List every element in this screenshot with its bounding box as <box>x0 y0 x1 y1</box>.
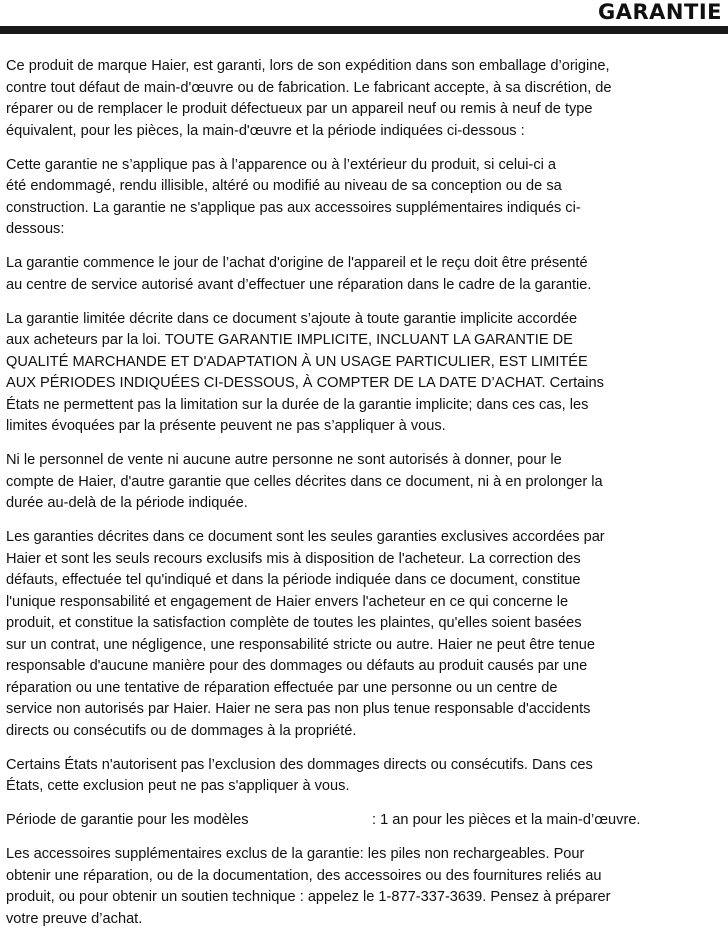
paragraph-exclusive-remedies: Les garanties décrites dans ce document sont les seules garanties exclusives accordées par Haier et sont les seuls recours exclusifs mis à disposition de l'acheteur. La correction des défauts, effectuée tel qu'indiqué et dans la période indiquée dans ce document, constitue l'unique responsabilité et engagement de Haier envers l'acheteur en ce qui concerne le produit, et constitue la satisfaction complète de toutes les plaintes, qu'elles soient basées sur un contrat, une négligence, une responsabilité stricte ou autre. Haier ne peut être tenue responsable d'aucune manière pour des dommages ou défauts au produit causés par une réparation ou une tentative de réparation effectuée par une personne ou un centre de service non autorisés par Haier. Haier ne sera pas non plus tenue responsable d'accidents directs ou consécutifs ou de dommages à la propriété. <box>6 529 605 739</box>
warranty-period-value: : 1 an pour les pièces et la main-d’œuvre. <box>372 812 641 828</box>
page-title: GARANTIE <box>598 0 722 24</box>
paragraph-accessories-support: Les accessoires supplémentaires exclus de la garantie: les piles non rechargeables. Pour obtenir une réparation, ou de la documentation, des accessoires ou des fournitures reliés au produit, ou pour obtenir un soutien technique : appelez le 1-877-337-3639. Pensez à préparer votre preuve d’achat. <box>6 846 611 927</box>
paragraph-state-exclusions: Certains États n'autorisent pas l’exclusion des dommages directs ou consécutifs. Dans ces États, cette exclusion peut ne pas s'appliquer à vous. <box>6 756 593 794</box>
paragraph-implied-warranty: La garantie limitée décrite dans ce document s’ajoute à toute garantie implicite accordée aux acheteurs par la loi. TOUTE GARANTIE IMPLICITE, INCLUANT LA GARANTIE DE QUALITÉ MARCHANDE ET D'ADAPTATION À UN USAGE PARTICULIER, EST LIMITÉE AUX PÉRIODES INDIQUÉES CI-DESSOUS, À COMPTER DE LA DATE D’ACHAT. Certains États ne permettent pas la limitation sur la durée de la garantie implicite; dans ces cas, les limites évoquées par la présente peuvent ne pas s’appliquer à vous. <box>6 310 604 434</box>
header-rule <box>0 26 728 34</box>
paragraph-start-date: La garantie commence le jour de l’achat d'origine de l'appareil et le reçu doit être présenté au centre de service autorisé avant d’effectuer une réparation dans le cadre de la garantie. <box>6 255 592 293</box>
warranty-period-label: Période de garantie pour les modèles <box>6 812 249 828</box>
warranty-body <box>6 56 722 943</box>
warranty-period-line <box>6 810 722 832</box>
paragraph-coverage: Ce produit de marque Haier, est garanti, lors de son expédition dans son emballage d’origine, contre tout défaut de main-d'œuvre ou de fabrication. Le fabricant accepte, à sa discrétion, de réparer ou de remplacer le produit défectueux par un appareil neuf ou remis à neuf de type équivalent, pour les pièces, la main-d'œuvre et la période indiquées ci-dessous : <box>6 58 612 139</box>
paragraph-personnel: Ni le personnel de vente ni aucune autre personne ne sont autorisés à donner, pour le compte de Haier, d'autre garantie que celles décrites dans ce document, ni à en prolonger la durée au-delà de la période indiquée. <box>6 452 603 511</box>
paragraph-exclusions: Cette garantie ne s’applique pas à l’apparence ou à l’extérieur du produit, si celui-ci a été endommagé, rendu illisible, altéré ou modifié au niveau de sa conception ou de sa construction. La garantie ne s'applique pas aux accessoires supplémentaires indiqués ci- dessous: <box>6 156 581 237</box>
